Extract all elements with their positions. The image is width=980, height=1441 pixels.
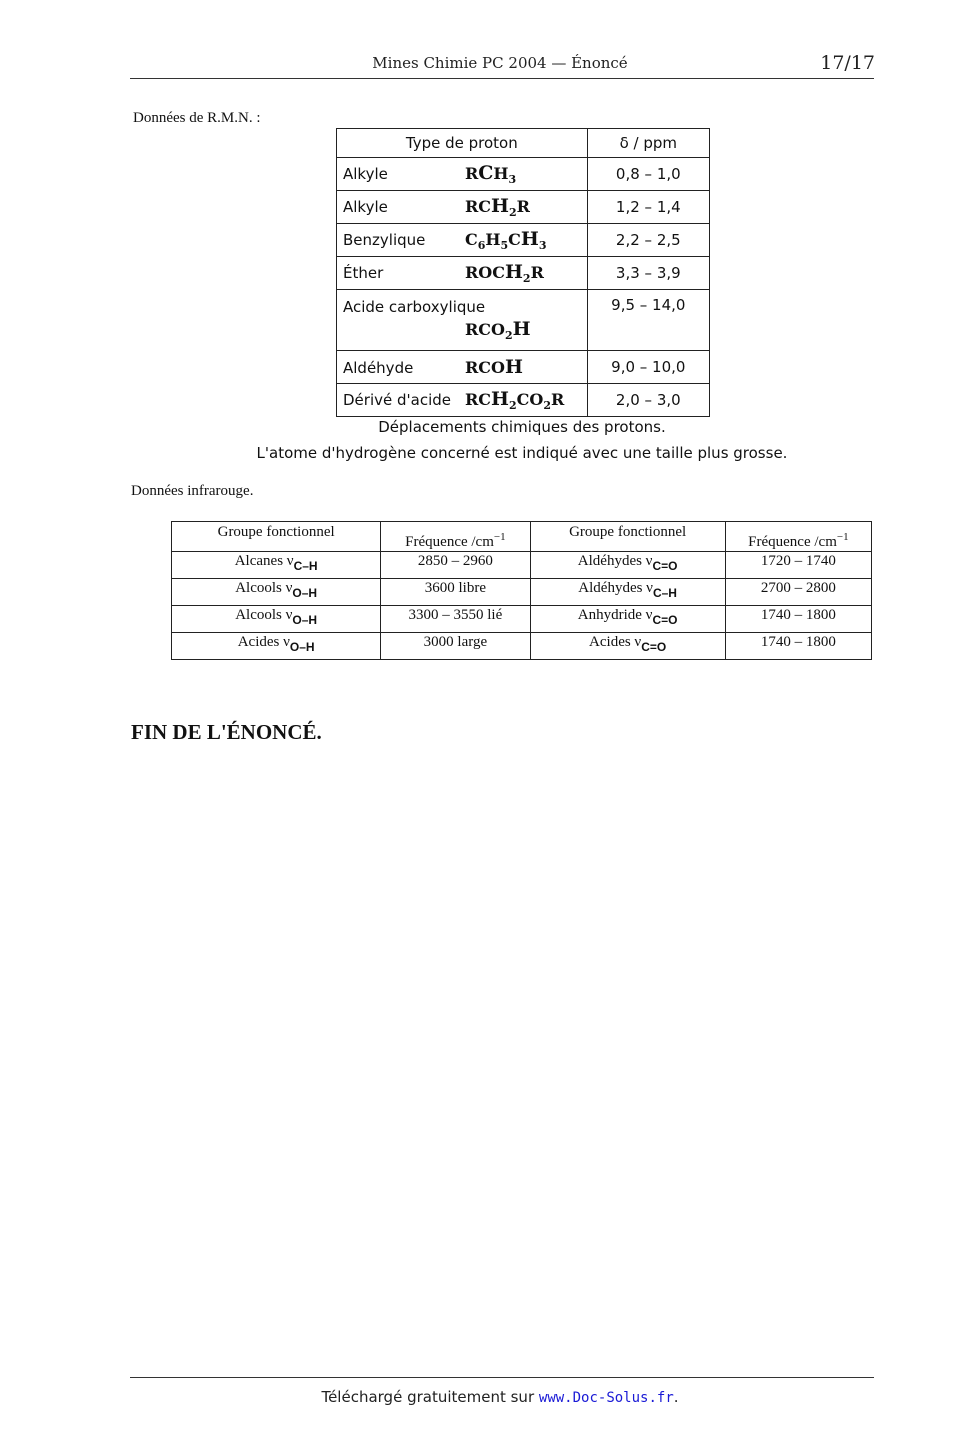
ir-freq: 3600 libre (381, 579, 530, 606)
ir-col-freq: Fréquence $/cm^{-1}$ (748, 531, 849, 550)
ir-row (172, 606, 872, 633)
ir-freq: 1740 – 1800 (725, 633, 871, 660)
page-number: 17/17 (820, 52, 875, 74)
nmr-row (337, 158, 710, 191)
header-rule (130, 78, 874, 79)
proton-delta: 2,2 – 2,5 (587, 224, 709, 257)
footer-rule (130, 1377, 874, 1378)
nmr-data-label: Données de R.M.N. : (133, 110, 261, 126)
nmr-header-row (337, 129, 710, 158)
proton-type: Acide carboxylique (343, 298, 486, 316)
nmr-row (337, 191, 710, 224)
nmr-caption-note: L'atome d'hydrogène concerné est indiqué avec une taille plus grosse. (256, 444, 788, 462)
ir-col-group: Groupe fonctionnel (569, 524, 687, 540)
nmr-row (337, 290, 710, 351)
proton-delta: 1,2 – 1,4 (587, 191, 709, 224)
ir-row (172, 633, 872, 660)
ir-group: Alcools $\nu_{O-H}$ (235, 580, 318, 600)
proton-delta: 9,5 – 14,0 (587, 290, 709, 351)
proton-formula: $C_6H_5CH_3$ (465, 228, 547, 252)
proton-formula: $RCH_2CO_2R$ (465, 388, 565, 412)
end-of-statement: FIN DE L'ÉNONCÉ. (131, 720, 322, 744)
ir-group: Aldéhydes $\nu_{C-H}$ (578, 580, 677, 600)
nmr-col-type: Type de proton (337, 129, 588, 158)
ir-row (172, 579, 872, 606)
ir-row (172, 552, 872, 579)
proton-delta: 2,0 – 3,0 (587, 384, 709, 417)
proton-type: Éther (343, 264, 384, 282)
ir-group: Alcools $\nu_{O-H}$ (235, 607, 318, 627)
proton-type: Benzylique (343, 231, 426, 249)
ir-col-group: Groupe fonctionnel (217, 524, 335, 540)
nmr-caption: Déplacements chimiques des protons. (378, 418, 666, 436)
ir-freq: 1740 – 1800 (725, 606, 871, 633)
ir-freq: 1720 – 1740 (725, 552, 871, 579)
proton-type: Alkyle (343, 198, 388, 216)
nmr-row (337, 224, 710, 257)
ir-freq: 3300 – 3550 lié (381, 606, 530, 633)
nmr-row (337, 351, 710, 384)
proton-type: Alkyle (343, 165, 388, 183)
footer-link[interactable]: www.Doc-Solus.fr (538, 1390, 674, 1406)
proton-delta: 0,8 – 1,0 (587, 158, 709, 191)
nmr-row (337, 257, 710, 290)
proton-delta: 9,0 – 10,0 (587, 351, 709, 384)
ir-freq: 2700 – 2800 (725, 579, 871, 606)
footer (0, 1388, 980, 1406)
ir-freq: 2850 – 2960 (381, 552, 530, 579)
footer-end: . (673, 1388, 679, 1406)
ir-frequency-table (171, 521, 872, 660)
ir-group: Acides $\nu_{O-H}$ (237, 634, 315, 654)
proton-type: Aldéhyde (343, 359, 414, 377)
ir-group: Alcanes $\nu_{C-H}$ (234, 553, 318, 573)
proton-delta: 3,3 – 3,9 (587, 257, 709, 290)
ir-group: Acides $\nu_{C=O}$ (589, 634, 667, 654)
proton-formula: $RCH_3$ (465, 162, 517, 186)
ir-group: Anhydride $\nu_{C=O}$ (577, 607, 678, 627)
proton-formula: $ROCH_2R$ (465, 261, 544, 285)
ir-col-freq: Fréquence $/cm^{-1}$ (405, 531, 506, 550)
ir-header-row (172, 522, 872, 552)
nmr-shift-table (336, 128, 710, 417)
proton-type: Dérivé d'acide (343, 391, 451, 409)
ir-group: Aldéhydes $\nu_{C=O}$ (577, 553, 678, 573)
nmr-row (337, 384, 710, 417)
running-header-title: Mines Chimie PC 2004 — Énoncé (372, 54, 628, 72)
footer-text: Téléchargé gratuitement sur (321, 1388, 535, 1406)
ir-freq: 3000 large (381, 633, 530, 660)
nmr-col-delta: δ / ppm (587, 129, 709, 158)
proton-formula: $RCO_2H$ (465, 318, 531, 342)
ir-data-label: Données infrarouge. (131, 483, 254, 499)
proton-formula: $RCH_2R$ (465, 195, 530, 219)
proton-formula: RCOH (465, 356, 523, 378)
